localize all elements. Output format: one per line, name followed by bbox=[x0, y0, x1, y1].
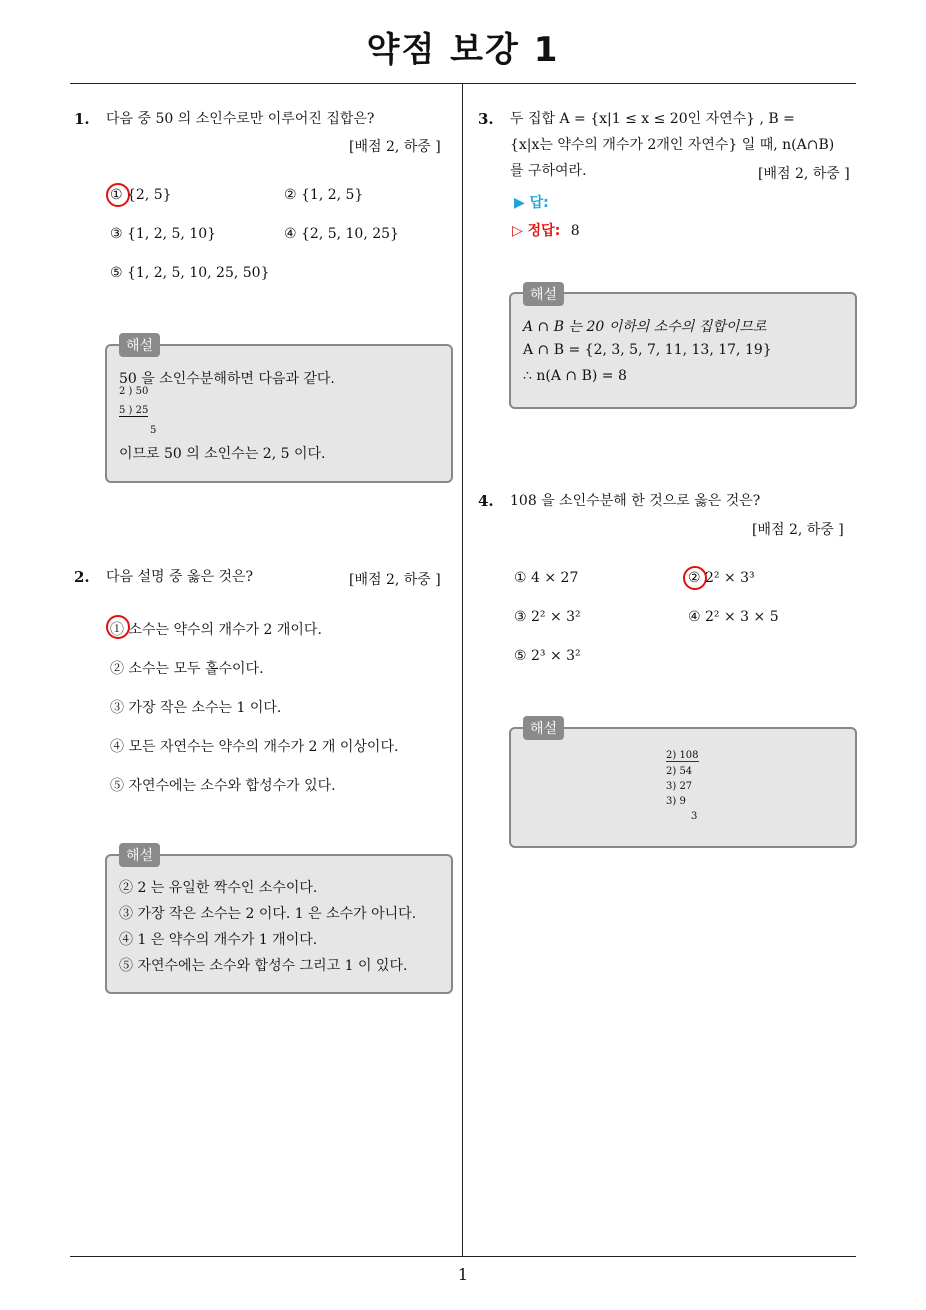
q2-choice-5[interactable]: ⑤ 자연수에는 소수와 합성수가 있다. bbox=[110, 778, 336, 794]
explanation-line: ⑤ 자연수에는 소수와 합성수 그리고 1 이 있다. bbox=[119, 958, 408, 974]
question-1-meta: [배점 2, 하중 ] bbox=[349, 139, 441, 155]
q4-choice-2[interactable]: ② 2² × 3³ bbox=[688, 570, 755, 586]
q2-choice-2[interactable]: ② 소수는 모두 홀수이다. bbox=[110, 661, 264, 677]
question-2-text: 다음 설명 중 옳은 것은? bbox=[106, 569, 254, 585]
explanation-tag: 해설 bbox=[523, 716, 564, 740]
explanation-tag: 해설 bbox=[119, 333, 160, 357]
explanation-line: 이므로 50 의 소인수는 2, 5 이다. bbox=[119, 446, 326, 462]
q2-choice-1[interactable]: ① 소수는 약수의 개수가 2 개이다. bbox=[110, 622, 322, 638]
division-step: 3) 9 bbox=[666, 796, 686, 807]
explanation-line: A ∩ B = {2, 3, 5, 7, 11, 13, 17, 19} bbox=[523, 342, 772, 358]
question-4-meta: [배점 2, 하중 ] bbox=[752, 522, 844, 538]
question-3-meta: [배점 2, 하중 ] bbox=[758, 166, 850, 182]
q4-choice-1[interactable]: ① 4 × 27 bbox=[514, 570, 579, 586]
division-step: 3 bbox=[691, 811, 698, 822]
division-step: 2) 54 bbox=[666, 766, 693, 777]
question-2-number: 2. bbox=[74, 568, 90, 586]
q1-choice-2[interactable]: ② {1, 2, 5} bbox=[284, 187, 364, 203]
answer-label: ▶ 답: bbox=[514, 195, 549, 211]
explanation-tag: 해설 bbox=[119, 843, 160, 867]
q4-choice-3[interactable]: ③ 2² × 3² bbox=[514, 609, 581, 625]
correct-answer-label: ▷ 정답: bbox=[512, 223, 561, 239]
question-4-text: 108 을 소인수분해 한 것으로 옳은 것은? bbox=[510, 493, 761, 509]
q1-choice-1[interactable]: ① {2, 5} bbox=[110, 187, 172, 203]
explanation-line: 50 을 소인수분해하면 다음과 같다. bbox=[119, 371, 335, 387]
division-step: 3) 27 bbox=[666, 781, 693, 792]
division-step: 2) 108 bbox=[666, 750, 699, 761]
question-4-number: 4. bbox=[478, 492, 494, 510]
header-divider bbox=[70, 83, 856, 84]
column-divider bbox=[462, 84, 463, 1256]
q2-choice-3[interactable]: ③ 가장 작은 소수는 1 이다. bbox=[110, 700, 282, 716]
q4-choice-4[interactable]: ④ 2² × 3 × 5 bbox=[688, 609, 779, 625]
question-3-line: 두 집합 A = {x|1 ≤ x ≤ 20인 자연수} , B = bbox=[510, 111, 795, 127]
question-3-line: {x|x는 약수의 개수가 2개인 자연수} 일 때, n(A∩B) bbox=[510, 137, 835, 153]
division-step: 5 bbox=[150, 425, 157, 436]
explanation-tag: 해설 bbox=[523, 282, 564, 306]
explanation-line: ② 2 는 유일한 짝수인 소수이다. bbox=[119, 880, 318, 896]
explanation-line: ④ 1 은 약수의 개수가 1 개이다. bbox=[119, 932, 318, 948]
explanation-line: ③ 가장 작은 소수는 2 이다. 1 은 소수가 아니다. bbox=[119, 906, 417, 922]
explanation-line: A ∩ B 는 20 이하의 소수의 집합이므로 bbox=[523, 319, 767, 335]
explanation-line: ∴ n(A ∩ B) = 8 bbox=[523, 368, 627, 384]
division-step: 2 ) 50 bbox=[119, 386, 149, 397]
question-3-number: 3. bbox=[478, 110, 494, 128]
page-number: 1 bbox=[457, 1265, 469, 1284]
q4-choice-5[interactable]: ⑤ 2³ × 3² bbox=[514, 648, 581, 664]
page-title: 약점 보강 1 bbox=[366, 30, 560, 70]
footer-divider bbox=[70, 1256, 856, 1257]
question-1-number: 1. bbox=[74, 110, 90, 128]
q1-choice-4[interactable]: ④ {2, 5, 10, 25} bbox=[284, 226, 399, 242]
correct-answer bbox=[512, 220, 580, 240]
division-step: 5 ) 25 bbox=[119, 405, 149, 416]
question-2-meta: [배점 2, 하중 ] bbox=[349, 572, 441, 588]
question-1-text: 다음 중 50 의 소인수로만 이루어진 집합은? bbox=[106, 111, 375, 127]
q2-choice-4[interactable]: ④ 모든 자연수는 약수의 개수가 2 개 이상이다. bbox=[110, 739, 399, 755]
correct-answer-value: 8 bbox=[570, 223, 580, 239]
q1-choice-3[interactable]: ③ {1, 2, 5, 10} bbox=[110, 226, 217, 242]
q1-choice-5[interactable]: ⑤ {1, 2, 5, 10, 25, 50} bbox=[110, 265, 270, 281]
question-3-line: 를 구하여라. bbox=[510, 163, 587, 179]
